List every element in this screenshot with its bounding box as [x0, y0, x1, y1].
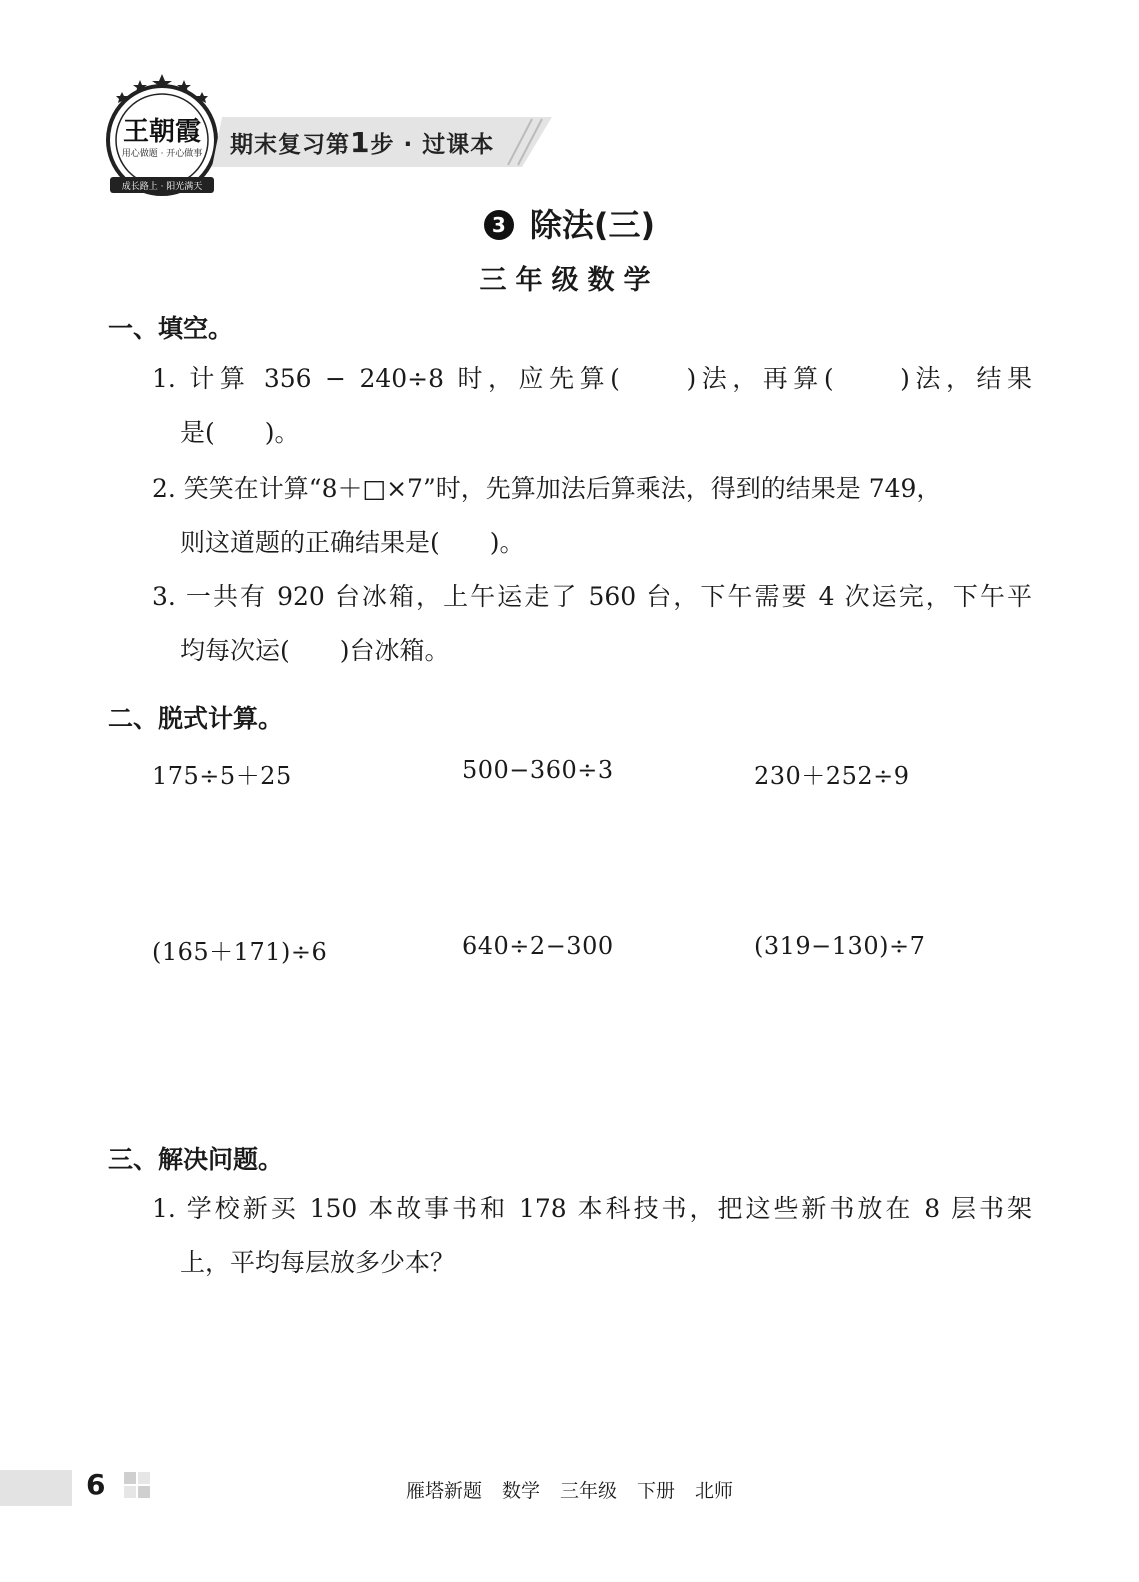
section-fill-blank-heading: 一、填空。	[108, 314, 234, 343]
calc-expression: (165＋171)÷6	[152, 938, 328, 966]
logo-name: 王朝霞	[122, 117, 202, 147]
question-3-1: 1. 学校新买 150 本故事书和 178 本科技书，把这些新书放在 8 层书架 上，平均每层放多少本？	[152, 1194, 1032, 1277]
calc-expression: 175÷5＋25	[152, 762, 292, 790]
section-problem-solving-heading: 三、解决问题。	[108, 1145, 284, 1174]
page-subtitle: 三年级数学	[479, 265, 660, 296]
question-1-2: 2. 笑笑在计算“8＋□×7”时，先算加法后算乘法，得到的结果是 749， 则这道题的正确结果是( )。	[152, 474, 942, 557]
title-number-badge: 3	[484, 210, 514, 240]
calc-expression: 500−360÷3	[462, 756, 614, 784]
question-1-1: 1. 计算 356 − 240÷8 时，应先算( )法，再算( )法，结果 是( )。	[152, 364, 1032, 447]
header-banner-text: 期末复习第1步 · 过课本	[230, 126, 495, 159]
footer-book-info: 雁塔新题 数学 三年级 下册 北师	[405, 1480, 734, 1502]
calc-expression: 230＋252÷9	[754, 762, 910, 790]
section-calculation-heading: 二、脱式计算。	[108, 704, 284, 733]
page-title: 3 除法(三)	[0, 200, 1139, 246]
svg-text:用心做题 · 开心做事: 用心做题 · 开心做事	[121, 149, 203, 159]
question-1-3: 3. 一共有 920 台冰箱，上午运走了 560 台，下午需要 4 次运完，下午平 均每次运( )台冰箱。	[152, 582, 1032, 665]
page-number: 6	[86, 1468, 106, 1501]
calc-expression: 640÷2−300	[462, 932, 614, 960]
calc-expression: (319−130)÷7	[754, 932, 926, 960]
svg-text:成长路上 · 阳光满天: 成长路上 · 阳光满天	[121, 182, 203, 192]
brand-logo-seal	[104, 72, 220, 200]
